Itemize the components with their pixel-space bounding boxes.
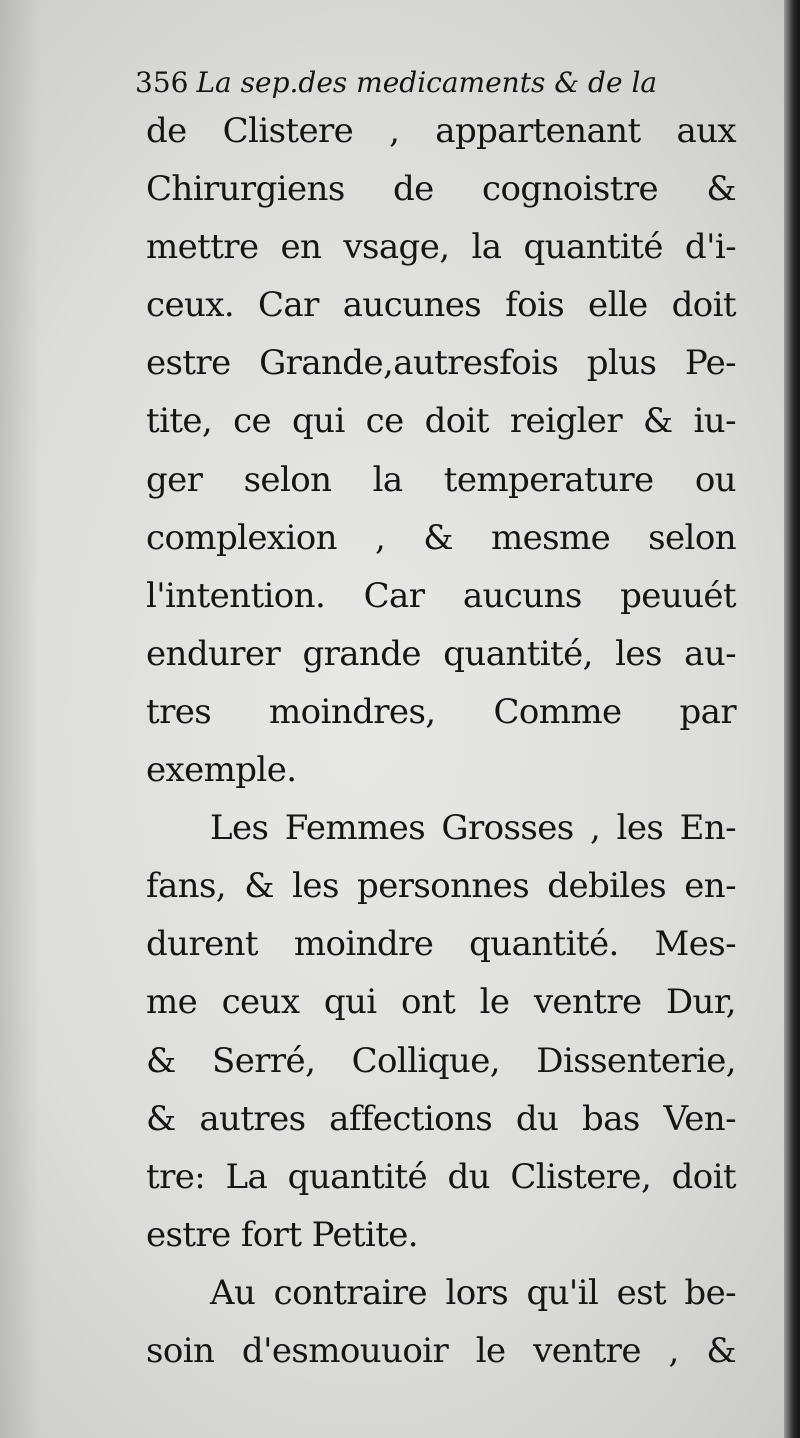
- text-line: me ceux qui ont le ventre Dur,: [146, 982, 736, 1023]
- text-line: exemple.: [146, 750, 297, 791]
- text-line: tres moindres, Comme par: [146, 691, 736, 732]
- text-line: soin d'esmouuoir le ventre , &: [146, 1330, 736, 1371]
- text-line: endurer grande quantité, les au-: [146, 633, 736, 674]
- text-line: & Serré, Collique, Dissenterie,: [146, 1040, 736, 1081]
- text-line: mettre en vsage, la quantité d'i-: [146, 227, 736, 268]
- text-line: ger selon la temperature ou: [146, 459, 736, 500]
- text-line: tite, ce qui ce doit reigler & iu-: [146, 401, 736, 442]
- text-line: estre Grande,autresfois plus Pe-: [146, 343, 736, 384]
- text-line: complexion , & mesme selon: [146, 517, 736, 558]
- text-line: Chirurgiens de cognoistre &: [146, 169, 736, 210]
- text-line: de Clistere , appartenant aux: [146, 111, 736, 151]
- text-line: ceux. Car aucunes fois elle doit: [146, 285, 736, 326]
- page-number: 356: [135, 66, 189, 99]
- text-line: estre fort Petite.: [146, 1214, 418, 1255]
- book-spine-shadow: [784, 0, 800, 1438]
- paragraph-start-line: Les Femmes Grosses , les En-: [210, 808, 736, 849]
- paragraph-start-line: Au contraire lors qu'il est be-: [210, 1272, 736, 1313]
- text-line: & autres affections du bas Ven-: [146, 1098, 736, 1139]
- text-line: l'intention. Car aucuns peuuét: [146, 575, 736, 616]
- text-line: tre: La quantité du Clistere, doit: [146, 1156, 736, 1197]
- text-line: fans, & les personnes debiles en-: [146, 866, 736, 907]
- page-edge-shadow: [0, 0, 40, 1438]
- text-line: durent moindre quantité. Mes-: [146, 924, 736, 965]
- running-title: La sep.des medicaments & de la: [196, 66, 658, 99]
- body-text: [146, 102, 736, 1380]
